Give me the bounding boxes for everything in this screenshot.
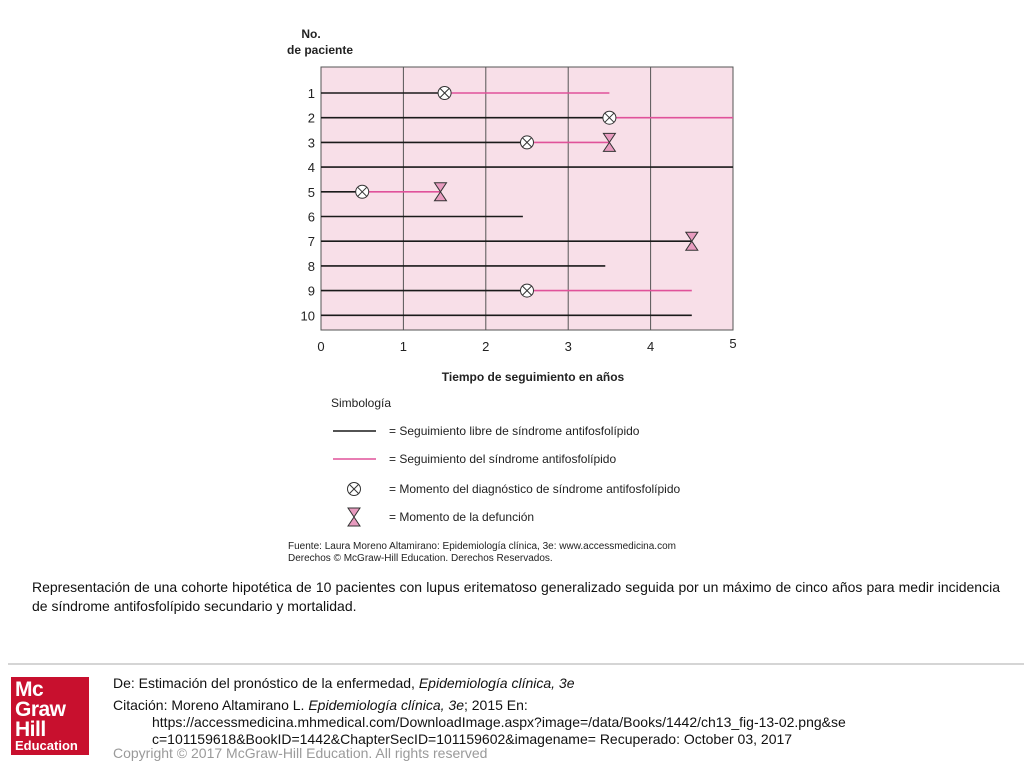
death-marker-hourglass [348, 508, 360, 526]
citation-prefix: Citación: Moreno Altamirano L. [113, 697, 309, 713]
y-tick-label: 3 [307, 135, 315, 151]
diagnosis-marker [603, 111, 616, 124]
figure-source: Derechos © McGraw-Hill Education. Derechos Reservados. [288, 553, 553, 564]
y-axis-title: No. [301, 27, 321, 41]
copyright-notice: Copyright © 2017 McGraw-Hill Education. All rights reserved [113, 745, 488, 761]
mcgraw-hill-logo [11, 677, 89, 755]
x-tick-label: 0 [317, 339, 325, 354]
citation-book-title: Epidemiología clínica, 3e [308, 697, 464, 713]
y-tick-label: 7 [307, 234, 315, 250]
source-book-title: Epidemiología clínica, 3e [418, 675, 575, 691]
y-tick-label: 8 [307, 258, 315, 274]
diagnosis-marker [356, 185, 369, 198]
legend-label: = Seguimiento libre de síndrome antifosfolípido [389, 424, 640, 438]
logo-line: Mc [15, 678, 44, 701]
legend-label: = Momento de la defunción [389, 510, 535, 524]
legend-label: = Seguimiento del síndrome antifosfolípido [389, 452, 617, 466]
x-axis-title: Tiempo de seguimiento en años [441, 370, 625, 384]
y-tick-label: 2 [307, 110, 315, 126]
diagnosis-marker [438, 87, 451, 100]
y-axis-title: de paciente [286, 43, 354, 57]
x-tick-label: 1 [399, 339, 408, 354]
y-tick-label: 10 [300, 308, 315, 324]
x-tick-label: 5 [729, 336, 737, 351]
x-tick-label: 4 [646, 339, 655, 354]
x-tick-label: 3 [564, 339, 572, 354]
y-tick-label: 9 [307, 283, 315, 299]
y-tick-label: 1 [307, 86, 315, 101]
footer-divider [8, 663, 1024, 665]
legend-swatch-diagnosis [348, 483, 361, 496]
legend-swatch-death [348, 508, 360, 526]
y-tick-label: 6 [307, 209, 315, 225]
source-chapter-prefix: De: Estimación del pronóstico de la enfermedad, [113, 675, 419, 691]
citation [113, 697, 528, 714]
y-tick-label: 4 [307, 160, 315, 176]
figure-caption: Representación de una cohorte hipotética de 10 pacientes con lupus eritematoso generalizado seguida por un máximo de cinco años para medir incidencia de síndrome antifosfolípido secundario y mortalidad. [32, 579, 1000, 614]
figure-source: Fuente: Laura Moreno Altamirano: Epidemiología clínica, 3e: www.accessmedicina.com [288, 541, 676, 552]
legend-label: = Momento del diagnóstico de síndrome antifosfolípido [389, 482, 681, 496]
logo-line: Hill [15, 718, 46, 741]
x-tick-label: 2 [482, 339, 490, 354]
citation-suffix: ; 2015 En: [463, 697, 528, 713]
citation-url[interactable]: https://accessmedicina.mhmedical.com/DownloadImage.aspx?image=/data/Books/1442/ch13_fig-13-02.png&sec=101159618&BookID=1442&ChapterSecID=101159602&imagename= Recuperado: October 03, 2017 [152, 714, 846, 747]
legend-title: Simbología [331, 396, 392, 410]
logo-line: Graw [15, 698, 66, 721]
diagnosis-marker [521, 284, 534, 297]
source-chapter [113, 675, 575, 692]
logo-line: Education [15, 738, 78, 753]
diagnosis-marker [521, 136, 534, 149]
y-tick-label: 5 [307, 184, 315, 200]
